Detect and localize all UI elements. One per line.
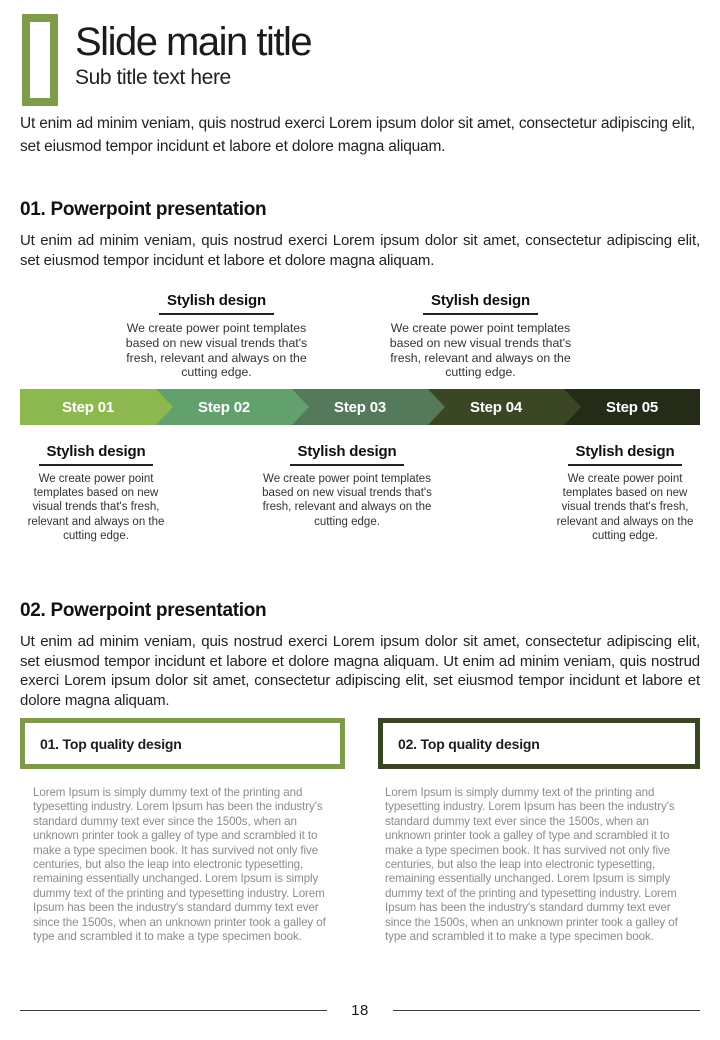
feature-block <box>20 443 172 543</box>
title-accent-rectangle-icon <box>22 14 58 106</box>
page-number: 18 <box>351 1001 369 1019</box>
step-01-chevron <box>20 389 156 425</box>
slide-main-title: Slide main title <box>75 20 312 64</box>
step-label: Step 05 <box>606 398 658 416</box>
step-04-chevron <box>428 389 564 425</box>
feature-title: Stylish design <box>159 292 274 315</box>
quality-box-02-text: Lorem Ipsum is simply dummy text of the printing and typesetting industry. Lorem Ipsum has been the industry's standard dummy text ever since the 1500s, when an unknown printer took a galley of type and scrambled it to make a type specimen book. It has survived not only five centuries, but also the leap into electronic typesetting, remaining essentially unchanged. Lorem Ipsum is simply dummy text of the printing and typesetting industry. Lorem Ipsum has been the industry's standard dummy text ever since the 1500s, when an unknown printer took a galley of type and scrambled it to make a type specimen book. <box>385 786 678 944</box>
section-02-body: Ut enim ad minim veniam, quis nostrud exerci Lorem ipsum dolor sit amet, consectetur adipiscing elit, set eiusmod tempor incidunt et labore et dolore magna aliquam. Ut enim ad minim veniam, quis nostrud exerci Lorem ipsum dolor sit amet, consectetur adipiscing elit, set eiusmod tempor incidunt et labore et dolore magna aliquam. <box>20 633 700 709</box>
feature-block <box>261 443 433 529</box>
feature-row-top <box>114 292 583 380</box>
intro-paragraph: Ut enim ad minim veniam, quis nostrud exerci Lorem ipsum dolor sit amet, consectetur adipiscing elit, set eiusmod tempor incidunt et labore et dolore magna aliquam. <box>20 115 696 155</box>
section-02 <box>20 600 700 710</box>
step-label: Step 01 <box>62 398 114 416</box>
slide-subtitle: Sub title text here <box>75 66 231 89</box>
feature-title: Stylish design <box>39 443 154 466</box>
step-label: Step 04 <box>470 398 522 416</box>
quality-box-02 <box>378 718 700 769</box>
section-01-body: Ut enim ad minim veniam, quis nostrud exerci Lorem ipsum dolor sit amet, consectetur adipiscing elit, set eiusmod tempor incidunt et labore et dolore magna aliquam. <box>20 232 700 269</box>
step-03-chevron <box>292 389 428 425</box>
footer-divider-right <box>393 1010 700 1011</box>
feature-block <box>378 292 583 380</box>
hero-header <box>75 20 311 90</box>
step-label: Step 02 <box>198 398 250 416</box>
feature-text: We create power point templates based on new visual trends that's fresh, relevant and always on the cutting edge. <box>27 473 165 542</box>
step-chevron-bar <box>20 389 700 425</box>
feature-title: Stylish design <box>290 443 405 466</box>
step-05-chevron <box>564 389 700 425</box>
quality-box-01-text: Lorem Ipsum is simply dummy text of the printing and typesetting industry. Lorem Ipsum has been the industry's standard dummy text ever since the 1500s, when an unknown printer took a galley of type and scrambled it to make a type specimen book. It has survived not only five centuries, but also the leap into electronic typesetting, remaining essentially unchanged. Lorem Ipsum is simply dummy text of the printing and typesetting industry. Lorem Ipsum has been the industry's standard dummy text ever since the 1500s, when an unknown printer took a galley of type and scrambled it to make a type specimen book. <box>33 786 326 944</box>
quality-box-01 <box>20 718 345 769</box>
step-02-chevron <box>156 389 292 425</box>
feature-block <box>549 443 701 543</box>
feature-text: We create power point templates based on new visual trends that's fresh, relevant and always on the cutting edge. <box>389 321 572 380</box>
page-footer <box>20 1001 700 1019</box>
section-01 <box>20 199 700 270</box>
quality-box-title: 01. Top quality design <box>40 735 182 752</box>
feature-text: We create power point templates based on new visual trends that's fresh, relevant and always on the cutting edge. <box>262 473 432 528</box>
feature-block <box>114 292 319 380</box>
section-02-heading: 02. Powerpoint presentation <box>20 600 267 621</box>
feature-text: We create power point templates based on new visual trends that's fresh, relevant and always on the cutting edge. <box>125 321 308 380</box>
feature-row-bottom <box>0 443 720 563</box>
quality-box-title: 02. Top quality design <box>398 735 540 752</box>
feature-title: Stylish design <box>568 443 683 466</box>
footer-divider-left <box>20 1010 327 1011</box>
step-label: Step 03 <box>334 398 386 416</box>
feature-title: Stylish design <box>423 292 538 315</box>
feature-text: We create power point templates based on new visual trends that's fresh, relevant and always on the cutting edge. <box>556 473 694 542</box>
section-01-heading: 01. Powerpoint presentation <box>20 199 267 220</box>
